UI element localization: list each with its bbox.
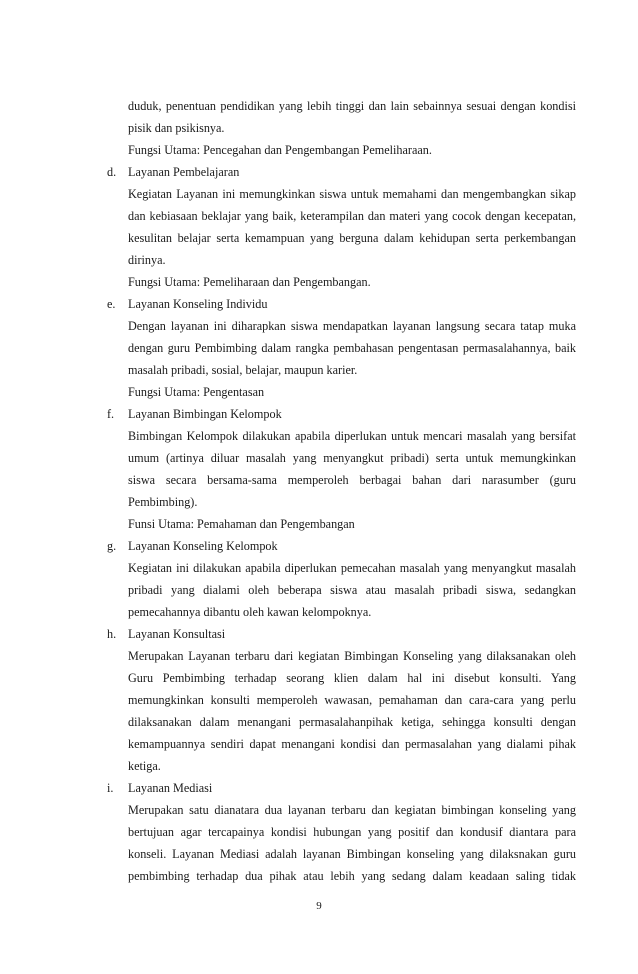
paragraph-line: Pembimbing). — [128, 495, 198, 509]
paragraph-line: pemecahannya dibantu oleh kawan kelompoknya. — [128, 605, 372, 619]
paragraph-line: Dengan layanan ini diharapkan siswa mendapatkan layanan langsung secara tatap muka — [128, 319, 576, 333]
list-item-title: Layanan Konseling Individu — [128, 297, 268, 311]
fungsi-line: Fungsi Utama: Pemeliharaan dan Pengembangan. — [128, 275, 371, 289]
paragraph-line: Merupakan satu dianatara dua layanan terbaru dan kegiatan bimbingan konseling yang — [128, 803, 576, 817]
list-item-title: Layanan Pembelajaran — [128, 165, 240, 179]
paragraph-line: dilaksanakan dalam menangani permasalahanpihak ketiga, sehingga konsulti dengan — [128, 715, 576, 729]
list-item-letter: i. — [107, 781, 114, 795]
paragraph-line: umum (artinya diluar masalah yang menyangkut pribadi) serta untuk memungkinkan — [128, 451, 576, 465]
paragraph-line: dan kebiasaan beklajar yang baik, keterampilan dan materi yang cocok dengan kecepatan, — [128, 209, 576, 223]
paragraph-line: Guru Pembimbing terhadap seorang klien dalam hal ini disebut konsulti. Yang — [128, 671, 576, 685]
paragraph-line: siswa secara bersama-sama memperoleh berbagai bahan dari narasumber (guru — [128, 473, 576, 487]
paragraph-line: pisik dan psikisnya. — [128, 121, 225, 135]
fungsi-line: Fungsi Utama: Pencegahan dan Pengembangan Pemeliharaan. — [128, 143, 432, 157]
paragraph-line: bertujuan agar tercapainya kondisi hubungan yang positif dan kondusif diantara para — [128, 825, 576, 839]
list-item-title: Layanan Konseling Kelompok — [128, 539, 278, 553]
list-item-title: Layanan Mediasi — [128, 781, 213, 795]
paragraph-line: memungkinkan konsulti memperoleh wawasan, pemahaman dan cara-cara yang perlu — [128, 693, 576, 707]
paragraph-line: masalah pribadi, sosial, belajar, maupun karier. — [128, 363, 358, 377]
list-item-letter: e. — [107, 297, 116, 311]
page-number: 9 — [316, 900, 322, 912]
paragraph-line: duduk, penentuan pendidikan yang lebih tinggi dan lain sebainnya sesuai dengan kondisi — [128, 99, 576, 113]
paragraph-line: dengan guru Pembimbing dalam rangka pembahasan pengentasan permasalahannya, baik — [128, 341, 576, 355]
list-item-letter: h. — [107, 627, 117, 641]
list-item-title: Layanan Konsultasi — [128, 627, 226, 641]
paragraph-line: Bimbingan Kelompok dilakukan apabila diperlukan untuk mencari masalah yang bersifat — [128, 429, 576, 443]
list-item-letter: g. — [107, 539, 117, 553]
list-item-letter: d. — [107, 165, 117, 179]
paragraph-line: Kegiatan Layanan ini memungkinkan siswa untuk memahami dan mengembangkan sikap — [128, 187, 576, 201]
paragraph-line: ketiga. — [128, 759, 161, 773]
fungsi-line: Fungsi Utama: Pengentasan — [128, 385, 265, 399]
list-item-letter: f. — [107, 407, 115, 421]
paragraph-line: dirinya. — [128, 253, 166, 267]
paragraph-line: pembimbing terhadap dua pihak atau lebih yang sedang dalam keadaan saling tidak — [128, 869, 576, 883]
paragraph-line: pribadi yang dialami oleh beberapa siswa atau masalah pribadi siswa, sedangkan — [128, 583, 576, 597]
paragraph-line: konseli. Layanan Mediasi adalah layanan Bimbingan konseling yang dilaksnakan guru — [128, 847, 576, 861]
list-item-title: Layanan Bimbingan Kelompok — [128, 407, 282, 421]
paragraph-line: Kegiatan ini dilakukan apabila diperlukan pemecahan masalah yang menyangkut masalah — [128, 561, 576, 575]
paragraph-line: kesulitan belajar serta kemampuan yang berguna dalam kehidupan serta perkembangan — [128, 231, 576, 245]
paragraph-line: kemampuannya sendiri dapat menangani kondisi dan permasalahan yang dialami pihak — [128, 737, 576, 751]
fungsi-line: Funsi Utama: Pemahaman dan Pengembangan — [128, 517, 355, 531]
paragraph-line: Merupakan Layanan terbaru dari kegiatan Bimbingan Konseling yang dilaksanakan oleh — [128, 649, 576, 663]
